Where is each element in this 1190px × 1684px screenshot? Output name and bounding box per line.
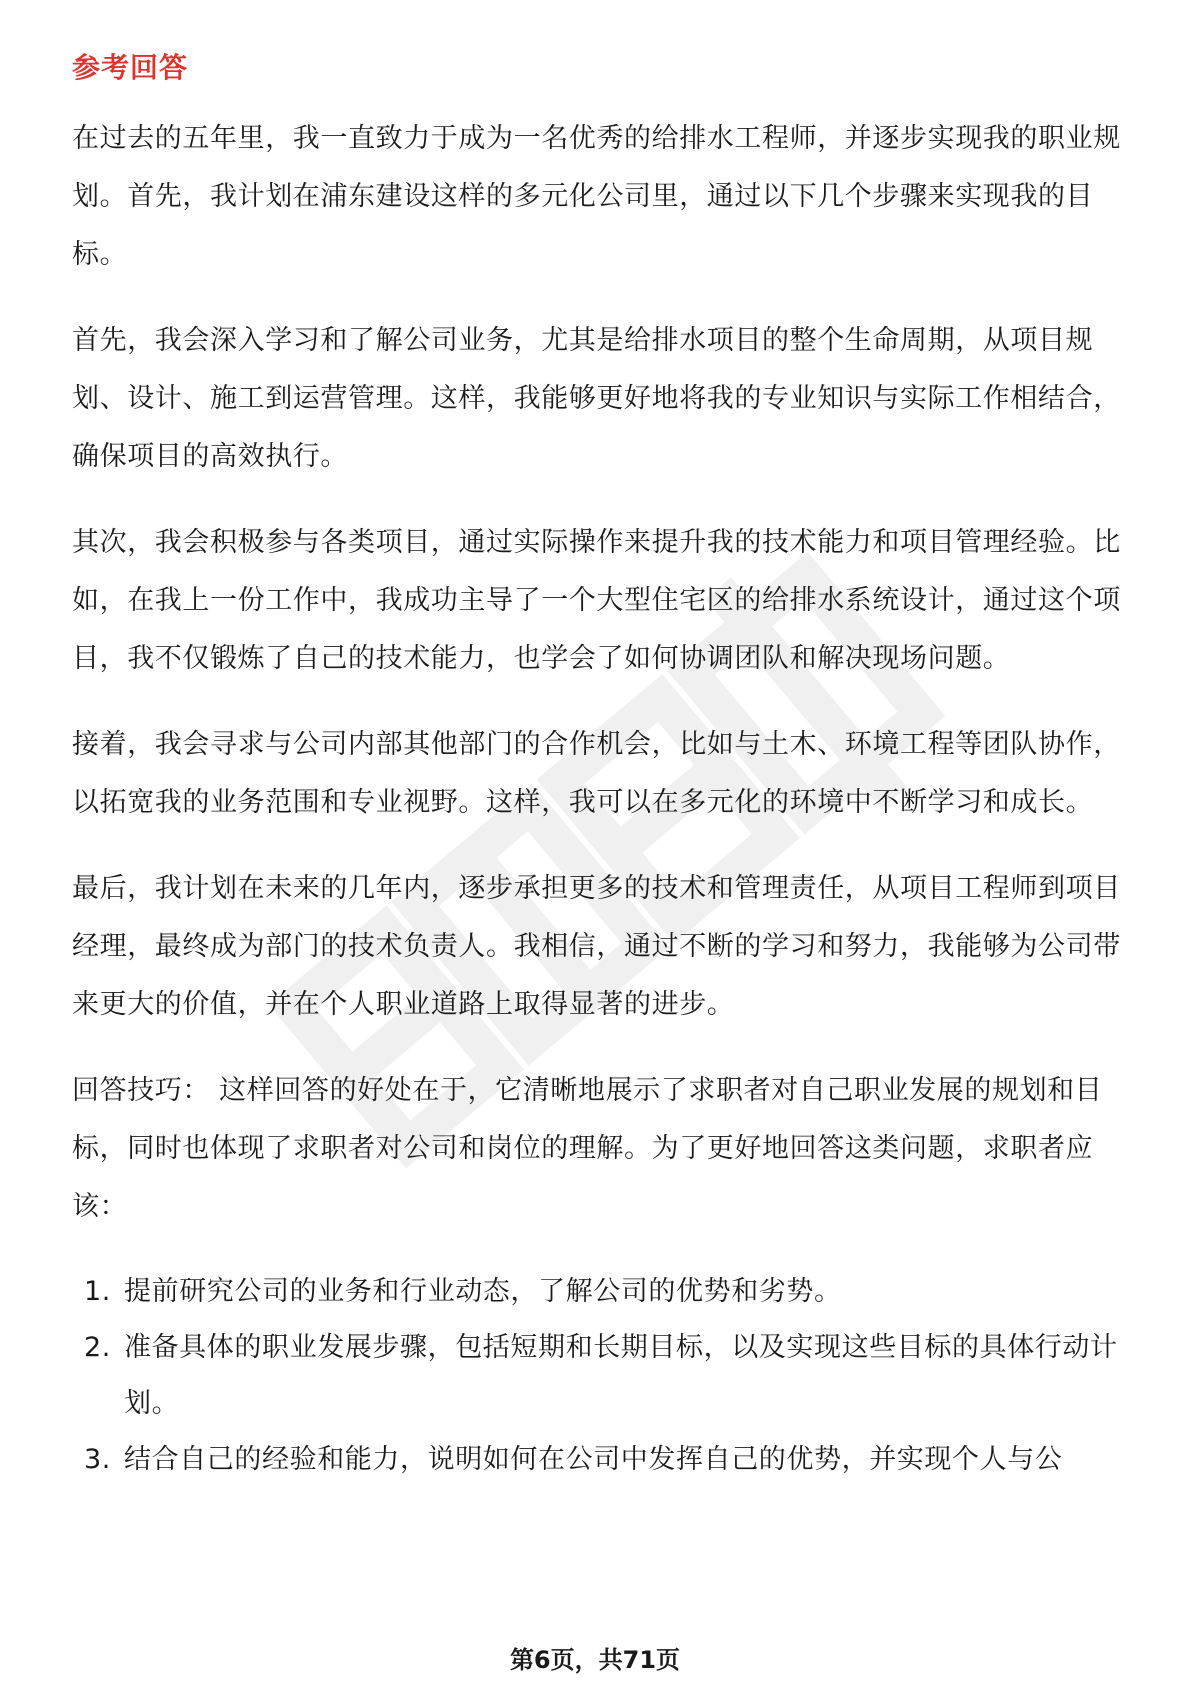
paragraph-second: 其次，我会积极参与各类项目，通过实际操作来提升我的技术能力和项目管理经验。比如，在我上一份工作中，我成功主导了一个大型住宅区的给排水系统设计，通过这个项目，我不仅锻炼了自己的技术能力，也学会了如何协调团队和解决现场问题。 <box>72 527 1121 674</box>
section-heading: 参考回答 <box>72 51 189 84</box>
list-item-number: 1. <box>84 1276 111 1307</box>
list-item-number: 2. <box>84 1332 111 1363</box>
page-number: 第6页，共71页 <box>509 1646 681 1674</box>
paragraph-intro: 在过去的五年里，我一直致力于成为一名优秀的给排水工程师，并逐步实现我的职业规划。首先，我计划在浦东建设这样的多元化公司里，通过以下几个步骤来实现我的目标。 <box>72 123 1121 270</box>
list-item-text: 提前研究公司的业务和行业动态，了解公司的优势和劣势。 <box>124 1276 842 1307</box>
list-item-text: 结合自己的经验和能力，说明如何在公司中发挥自己的优势，并实现个人与公 <box>124 1444 1063 1475</box>
document-body <box>72 48 1122 1488</box>
paragraph-third: 接着，我会寻求与公司内部其他部门的合作机会，比如与土木、环境工程等团队协作，以拓宽我的业务范围和专业视野。这样，我可以在多元化的环境中不断学习和成长。 <box>72 729 1121 818</box>
list-item-text: 准备具体的职业发展步骤，包括短期和长期目标，以及实现这些目标的具体行动计划。 <box>124 1332 1118 1419</box>
list-item <box>72 1432 1122 1488</box>
list-item-number: 3. <box>84 1444 111 1475</box>
list-item <box>72 1264 1122 1320</box>
tips-list <box>72 1264 1122 1488</box>
list-item <box>72 1320 1122 1432</box>
paragraph-tips-intro: 回答技巧： 这样回答的好处在于，它清晰地展示了求职者对自己职业发展的规划和目标，同时也体现了求职者对公司和岗位的理解。为了更好地回答这类问题，求职者应该： <box>72 1075 1103 1222</box>
paragraph-last: 最后，我计划在未来的几年内，逐步承担更多的技术和管理责任，从项目工程师到项目经理，最终成为部门的技术负责人。我相信，通过不断的学习和努力，我能够为公司带来更大的价值，并在个人职业道路上取得显著的进步。 <box>72 873 1121 1020</box>
paragraph-first: 首先，我会深入学习和了解公司业务，尤其是给排水项目的整个生命周期，从项目规划、设计、施工到运营管理。这样，我能够更好地将我的专业知识与实际工作相结合，确保项目的高效执行。 <box>72 325 1121 472</box>
